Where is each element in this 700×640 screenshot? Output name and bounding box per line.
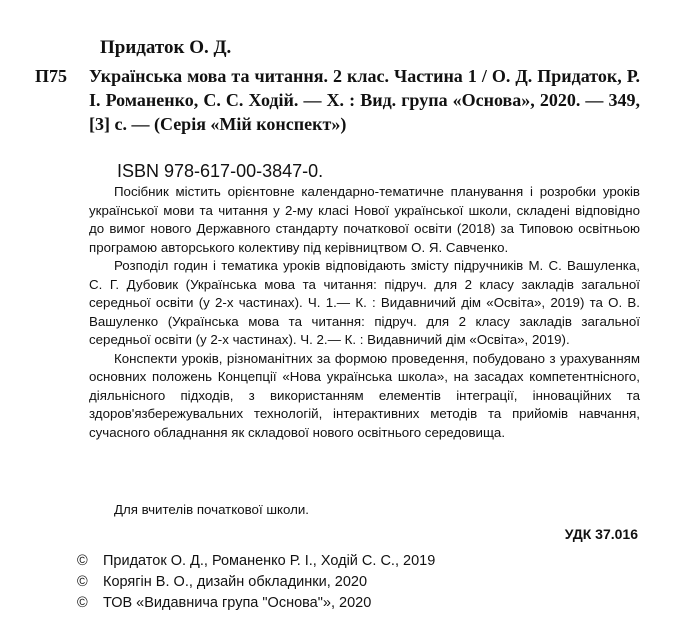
copyright-symbol: © [77,574,88,590]
abstract [89,183,640,442]
copyright-line [77,551,435,572]
abstract-paragraph: Посібник містить орієнтовне календарно-тематичне планування і розробки уроків української мови та читання у 2-му класі Нової української школи, складені відповідно до вимог нового Державного стандарту початкової освіти (2018) за Типовою освітньою програмою авторського колективу під керівництвом О. Я. Савченко. [89,184,640,255]
copyright-text: ТОВ «Видавнича група "Основа"», 2020 [103,595,372,611]
copyright-symbol: © [77,595,88,611]
abstract-paragraph: Конспекти уроків, різноманітних за формою проведення, побудовано з урахуванням основних положень Концепції «Нова українська школа», на засадах компетентнісного, діяльнісного підходів, з використанням елементів інтеграції, інноваційних та здоров'язбережувальних технологій, інтерактивних методів та прийомів навчання, сучасного обладнання як складової нового освітнього середовища. [89,350,640,440]
copyright-text: Корягін В. О., дизайн обкладинки, 2020 [103,574,368,590]
bibliographic-entry: Українська мова та читання. 2 клас. Частина 1 / О. Д. Придаток, Р. І. Романенко, С. С. Ходій. — Х. : Вид. група «Основа», 2020. — 349, [3] с. — (Серія «Мій конспект») [89,66,640,134]
copyright-symbol: © [77,553,88,569]
audience-note: Для вчителів початкової школи. [114,502,309,517]
copyright-line [77,593,435,614]
udc-code: УДК 37.016 [564,526,638,542]
catalog-code: П75 [35,66,68,86]
abstract-paragraph: Розподіл годин і тематика уроків відповідають змісту підручників М. С. Вашуленка, С. Г. Дубовик (Українська мова та читання: підруч. для 2 класу закладів загальної середньої освіти (у 2-х частинах). Ч. 1.— К. : Видавничий дім «Освіта», 2019) та О. В. Вашуленко (Українська мова та читання: підруч. для 2 класу закладів загальної середньої освіти (у 2-х частинах). Ч. 2.— К. : Видавничий дім «Освіта», 2019). [89,258,640,347]
isbn-line: ISBN 978-617-00-3847-0. [117,161,324,181]
copyright-text: Придаток О. Д., Романенко Р. І., Ходій С. С., 2019 [103,553,436,569]
copyright-line [77,572,435,593]
author-heading: Придаток О. Д. [100,37,232,58]
copyright-block [77,551,435,614]
